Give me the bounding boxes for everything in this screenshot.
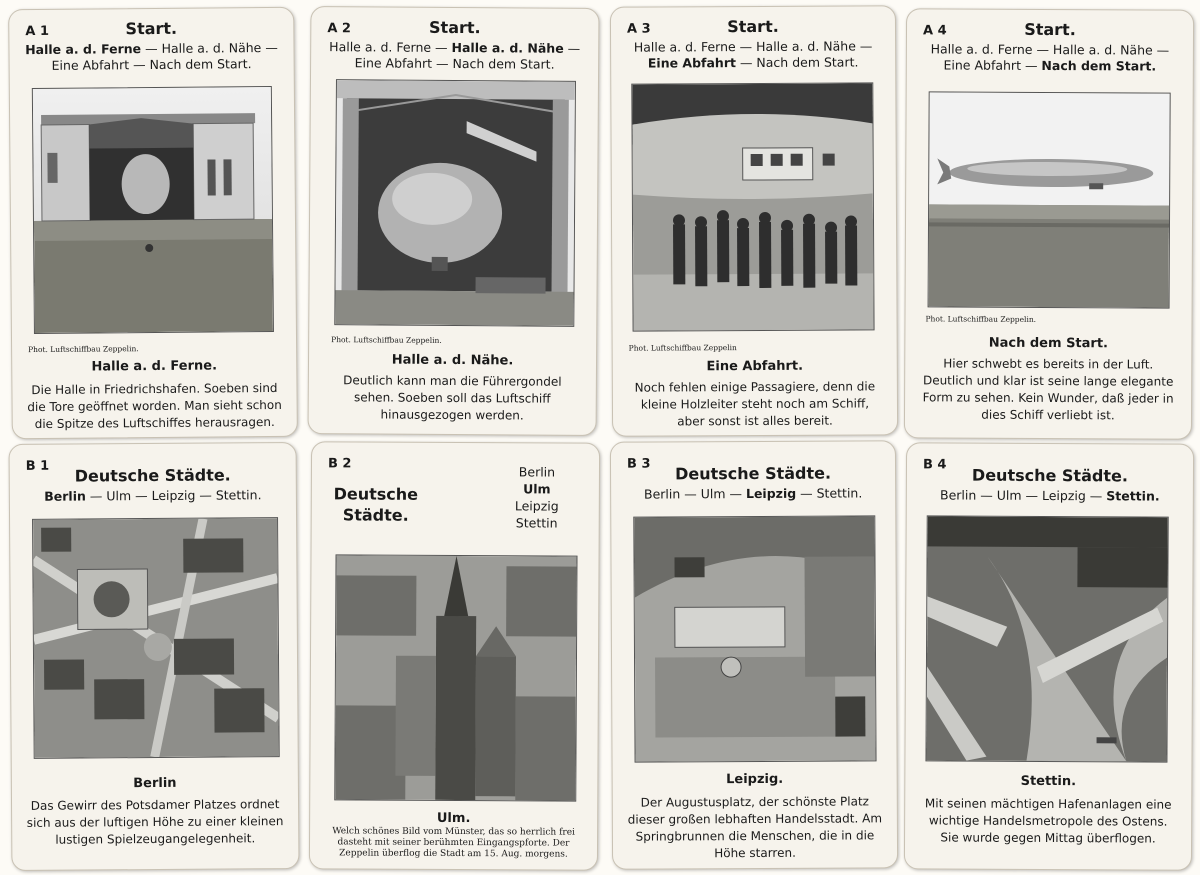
card-b4 bbox=[904, 442, 1194, 871]
option-text: — Nach dem Start. bbox=[735, 54, 859, 71]
card-options bbox=[915, 487, 1185, 504]
card-code: A 4 bbox=[922, 23, 947, 39]
option-text: Halle a. d. Ferne — bbox=[329, 39, 452, 55]
option-text: Eine Abfahrt — bbox=[943, 57, 1042, 73]
card-options bbox=[319, 39, 590, 73]
card-a3 bbox=[610, 5, 898, 436]
card-caption: Eine Abfahrt. bbox=[706, 358, 804, 375]
card-options bbox=[18, 487, 288, 505]
photo-credit: Phot. Luftschiffbau Zeppelin. bbox=[331, 335, 442, 345]
card-caption: Halle a. d. Ferne. bbox=[91, 358, 218, 375]
card-a2 bbox=[308, 6, 600, 436]
card-title: Start. bbox=[1024, 19, 1076, 40]
card-description: Hier schwebt es bereits in der Luft. Deutlich und klar ist seine lange elegante Form zu sehen. Kein Wunder, daß jeder in dies Schiff verliebt ist. bbox=[922, 356, 1174, 423]
card-code: A 1 bbox=[25, 23, 50, 40]
card-options bbox=[619, 485, 887, 502]
option-selected: Halle a. d. Ferne bbox=[25, 41, 142, 58]
option-selected: Eine Abfahrt bbox=[647, 55, 736, 71]
option-text: Berlin — Ulm — bbox=[643, 486, 747, 502]
option-text: — bbox=[563, 40, 581, 56]
photo-hangar-far bbox=[32, 86, 274, 334]
photo-credit: Phot. Luftschiffbau Zeppelin. bbox=[925, 314, 1037, 324]
card-title: Start. bbox=[428, 17, 481, 38]
card-description: Noch fehlen einige Passagiere, denn die kleine Holzleiter steht noch am Schiff, aber sonst ist alles bereit. bbox=[634, 379, 876, 429]
photo-ulm-minster bbox=[334, 554, 577, 801]
photo-departure bbox=[631, 82, 874, 331]
option-text: Leipzig bbox=[514, 498, 559, 514]
option-selected: Nach dem Start. bbox=[1041, 57, 1157, 74]
card-options bbox=[492, 463, 582, 531]
photo-berlin bbox=[32, 517, 280, 759]
option-text: Berlin — Ulm — Leipzig — bbox=[940, 487, 1107, 504]
option-selected: Berlin bbox=[44, 488, 86, 504]
card-code: A 3 bbox=[626, 21, 651, 37]
card-caption: Halle a. d. Nähe. bbox=[391, 352, 514, 369]
card-description: Die Halle in Friedrichshafen. Soeben sind die Tore geöffnet worden. Man sieht schon die Spitze des Luftschiffes herausragen. bbox=[27, 380, 282, 432]
option-selected: Stettin. bbox=[1106, 488, 1160, 504]
photo-credit: Phot. Luftschiffbau Zeppelin. bbox=[28, 344, 139, 355]
photo-credit: Phot. Luftschiffbau Zeppelin bbox=[628, 343, 737, 353]
option-text: Eine Abfahrt — Nach dem Start. bbox=[51, 56, 252, 73]
card-b3 bbox=[610, 440, 898, 869]
card-description: Der Augustusplatz, der schönste Platz dieser großen lebhaften Handelsstadt. Am Springbrunnen die Menschen, die in die Höhe starren. bbox=[627, 794, 883, 861]
card-title: Start. bbox=[125, 18, 178, 39]
card-options bbox=[17, 40, 285, 74]
photo-hangar-near bbox=[334, 79, 576, 327]
card-options bbox=[915, 41, 1185, 74]
card-description: Welch schönes Bild vom Münster, das so herrlich frei dasteht mit seiner berühmten Eingangspforte. Der Zeppelin überflog die Stadt am 15. Aug. morgens. bbox=[332, 826, 575, 860]
card-description: Deutlich kann man die Führergondel sehen. Soeben soll das Luftschiff hinausgezogen werden. bbox=[343, 373, 562, 423]
card-a4 bbox=[904, 8, 1194, 440]
option-text: Stettin bbox=[515, 515, 558, 531]
card-caption: Stettin. bbox=[1020, 773, 1077, 790]
card-title: Start. bbox=[727, 16, 779, 37]
option-selected: Halle a. d. Nähe bbox=[451, 39, 564, 56]
photo-leipzig bbox=[633, 515, 876, 762]
card-description: Das Gewirr des Potsdamer Platzes ordnet sich aus der luftigen Höhe zu einer kleinen lustigen Spielzeugangelegenheit. bbox=[26, 797, 284, 847]
card-b1 bbox=[9, 442, 300, 871]
photo-airship-flying bbox=[928, 91, 1171, 308]
card-title: Deutsche Städte. bbox=[675, 463, 832, 484]
card-title-line2: Städte. bbox=[342, 505, 409, 525]
card-title: Deutsche Städte. bbox=[971, 465, 1128, 486]
card-caption: Ulm. bbox=[436, 810, 471, 827]
card-a1 bbox=[8, 7, 298, 439]
card-title-line1: Deutsche bbox=[333, 484, 419, 504]
card-code: A 2 bbox=[327, 21, 352, 37]
option-text: — Stettin. bbox=[796, 485, 863, 501]
card-description: Mit seinen mächtigen Hafenanlagen eine wichtige Handelsmetropole des Ostens. Sie wurde gegen Mittag überflogen. bbox=[924, 796, 1172, 846]
option-text: — Halle a. d. Nähe — bbox=[141, 39, 278, 57]
option-text: Berlin bbox=[518, 464, 556, 480]
photo-stettin bbox=[925, 515, 1168, 762]
card-code: B 4 bbox=[922, 457, 947, 473]
option-text: — Ulm — Leipzig — Stettin. bbox=[85, 487, 262, 504]
card-code: B 1 bbox=[25, 458, 50, 474]
card-caption: Leipzig. bbox=[726, 771, 784, 788]
card-b2 bbox=[309, 441, 600, 871]
option-text: Halle a. d. Ferne — Halle a. d. Nähe — bbox=[930, 41, 1170, 58]
card-code: B 2 bbox=[327, 456, 352, 472]
option-selected: Leipzig bbox=[745, 485, 797, 502]
card-code: B 3 bbox=[626, 456, 651, 472]
option-text: Halle a. d. Ferne — Halle a. d. Nähe — bbox=[633, 38, 873, 55]
card-title: Deutsche Städte. bbox=[74, 465, 231, 486]
option-text: Eine Abfahrt — Nach dem Start. bbox=[354, 55, 555, 72]
card-options bbox=[619, 38, 887, 71]
card-caption: Nach dem Start. bbox=[988, 335, 1109, 352]
option-selected: Ulm bbox=[523, 481, 551, 497]
card-caption: Berlin bbox=[133, 775, 177, 792]
